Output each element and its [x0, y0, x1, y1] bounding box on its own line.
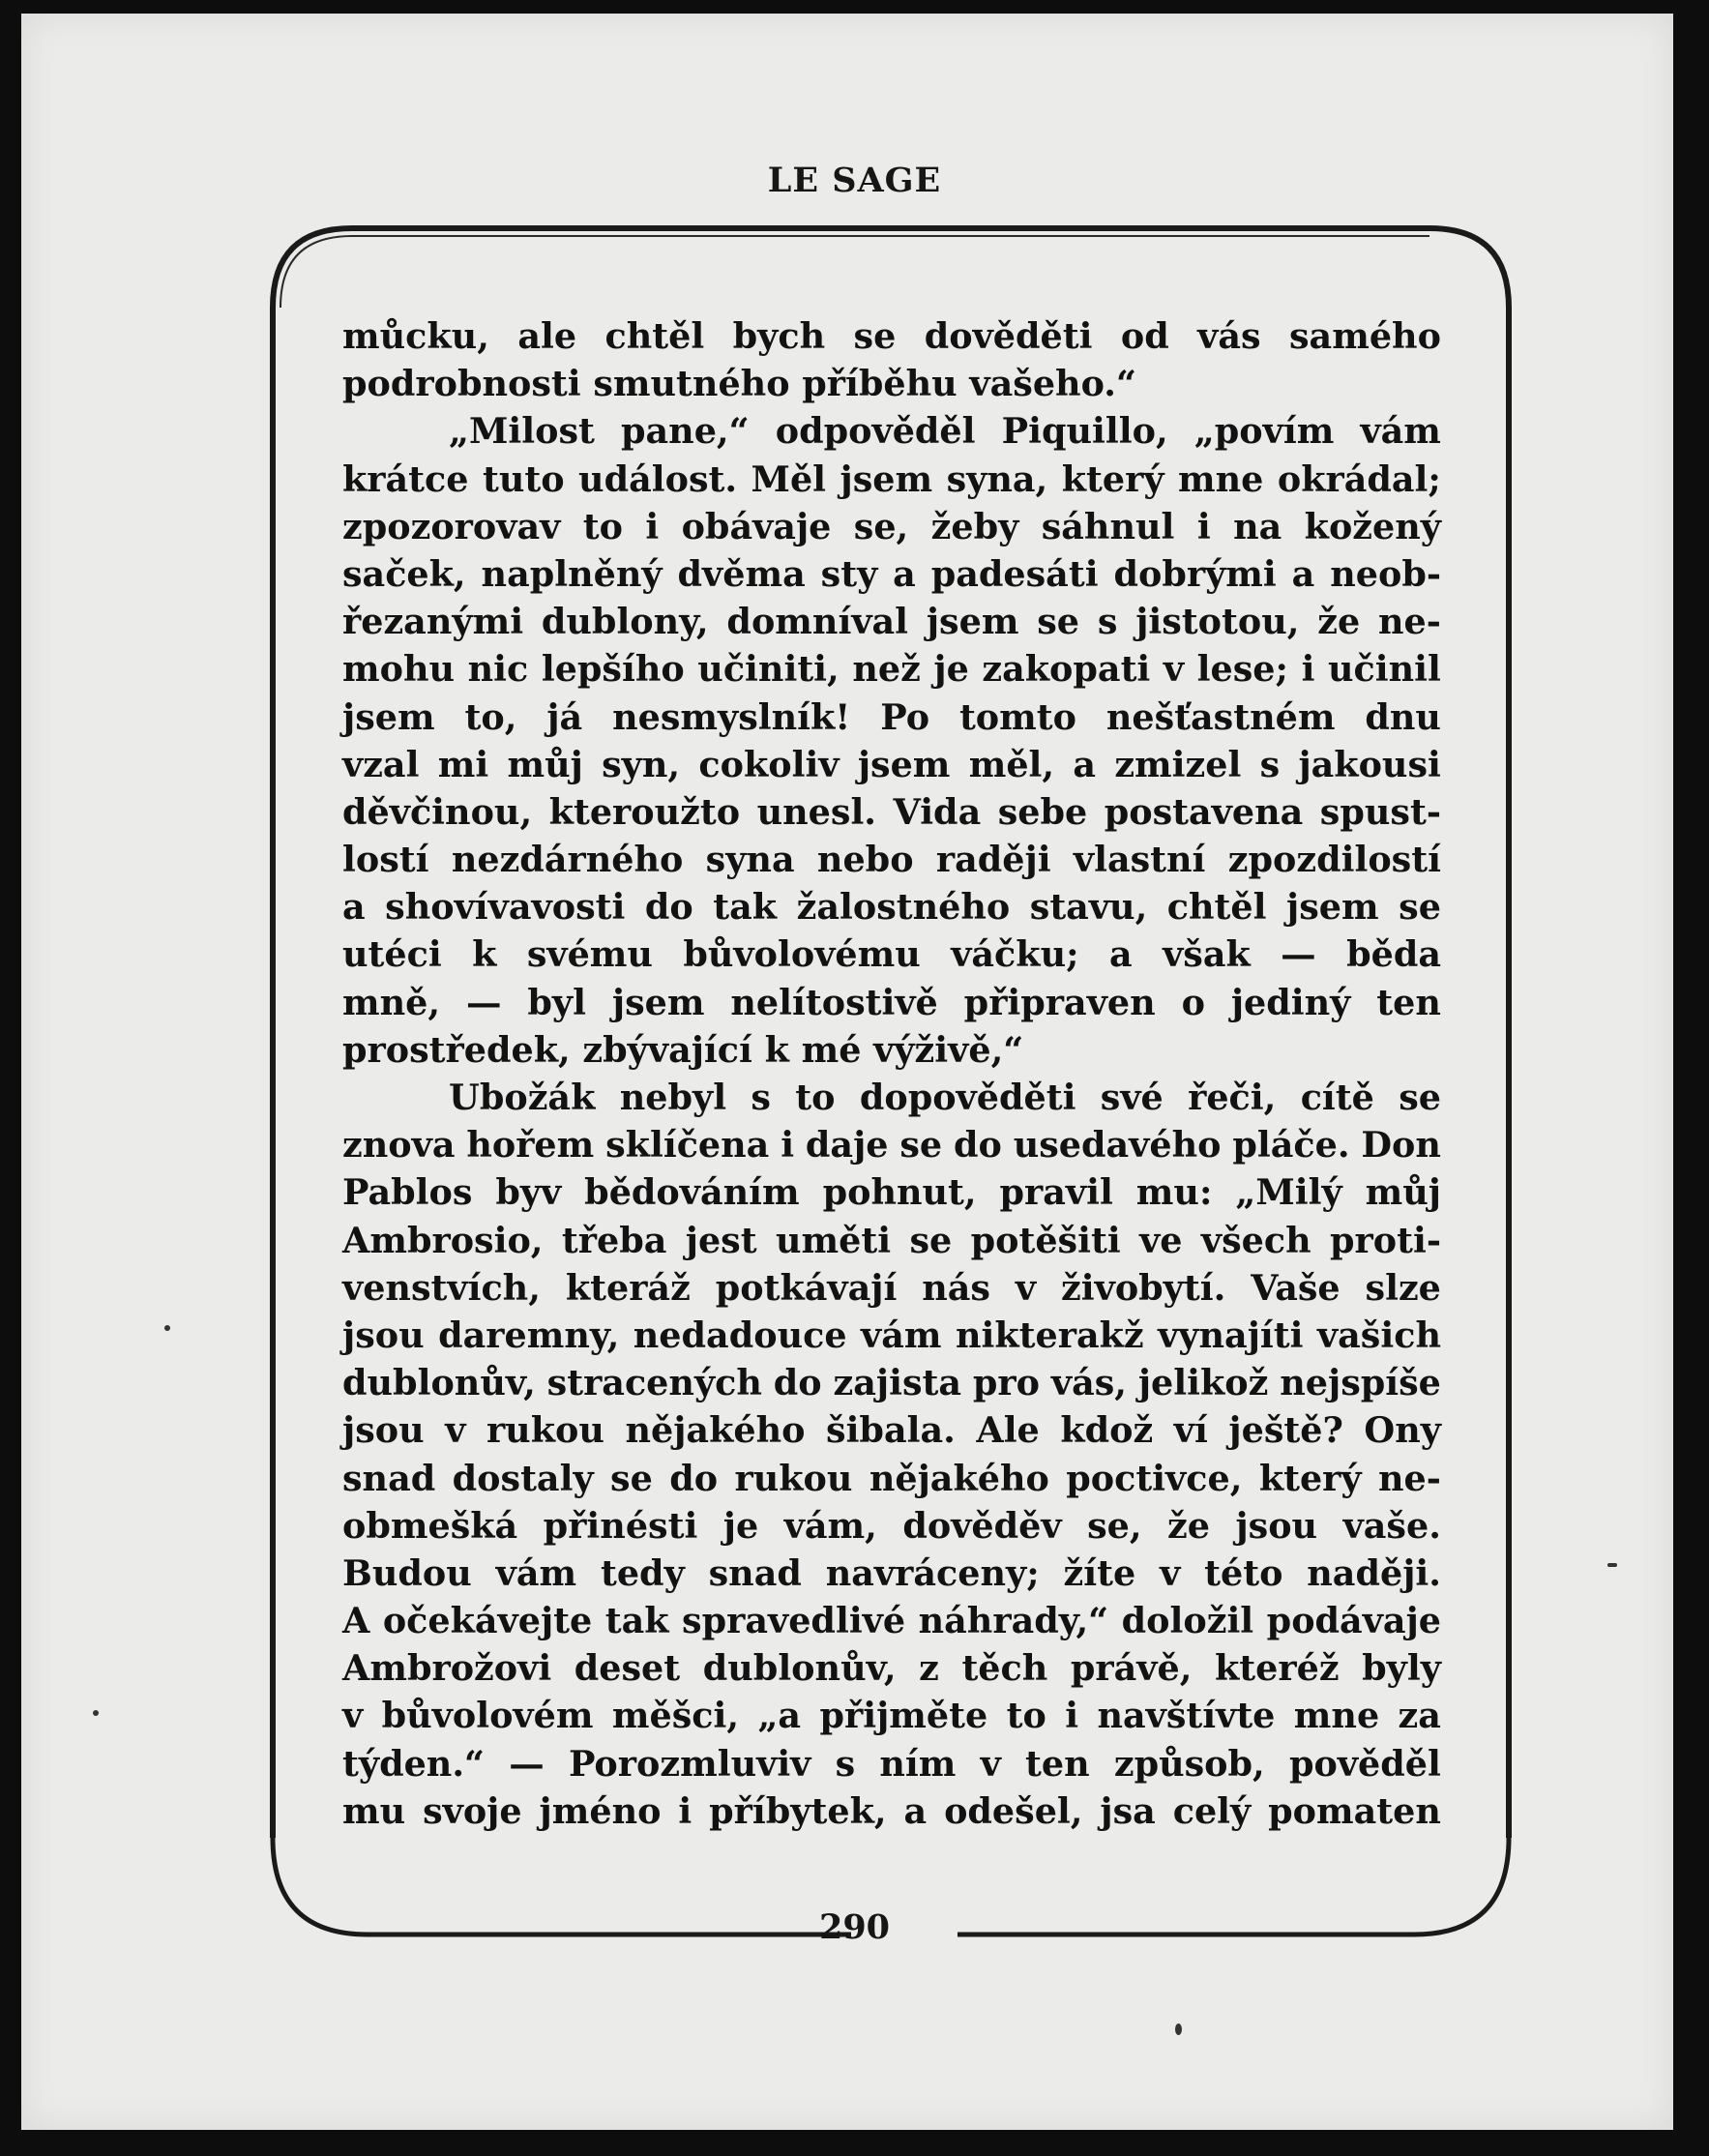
text-line: Ambrožovi deset dublonův, z těch právě, kteréž byly — [342, 1647, 1441, 1690]
text-line: krátce tuto událost. Měl jsem syna, který mne okrádal; — [342, 458, 1441, 500]
text-line: řezanými dublony, domníval jsem se s jistotou, že ne- — [342, 601, 1441, 643]
text-line: týden.“ — Porozmluviv s ním v ten způsob, pověděl — [342, 1742, 1441, 1785]
speck — [93, 1710, 99, 1716]
text-line: utéci k svému bůvolovému váčku; a však — běda — [342, 933, 1441, 976]
text-line: dublonův, stracených do zajista pro vás, jelikož nejspíše — [342, 1362, 1441, 1404]
text-line: Ambrosio, třeba jest uměti se potěšiti ve všech proti- — [342, 1219, 1441, 1261]
text-line: saček, naplněný dvěma sty a padesáti dobrými a neob- — [342, 552, 1441, 595]
text-line: Pablos byv bědováním pohnut, pravil mu: „Milý můj — [342, 1171, 1441, 1214]
text-line: Budou vám tedy snad navráceny; žíte v této naději. — [342, 1551, 1441, 1594]
text-line: podrobnosti smutného příběhu vašeho.“ — [342, 363, 1136, 405]
running-head: LE SAGE — [767, 161, 942, 200]
text-line: děvčinou, kteroužto unesl. Vida sebe postavena spust- — [342, 790, 1441, 833]
text-line: jsou daremny, nedadouce vám nikterakž vynajíti vašich — [342, 1314, 1441, 1356]
text-line: „Milost pane,“ odpověděl Piquillo, „povím vám — [449, 410, 1441, 453]
text-line: mu svoje jméno i příbytek, a odešel, jsa celý pomaten — [342, 1789, 1441, 1832]
page-number: 290 — [818, 1907, 891, 1947]
text-line: prostředek, zbývající k mé výživě,“ — [342, 1028, 1024, 1071]
text-line: Ubožák nebyl s to dopověděti své řeči, cítě se — [449, 1077, 1441, 1118]
body-text — [342, 312, 1441, 1841]
speck — [1175, 2023, 1182, 2035]
text-line: vzal mi můj syn, cokoliv jsem měl, a zmizel s jakousi — [342, 743, 1441, 785]
text-line: v bůvolovém měšci, „a přijměte to i navštívte mne za — [342, 1695, 1441, 1737]
text-line: a shovívavosti do tak žalostného stavu, chtěl jsem se — [342, 886, 1441, 929]
text-line: jsou v rukou nějakého šibala. Ale kdož ví ještě? Ony — [342, 1409, 1441, 1452]
text-line: obmešká přinésti je vám, dověděv se, že jsou vaše. — [342, 1504, 1441, 1547]
text-line: venstvích, kteráž potkávají nás v živobytí. Vaše slze — [342, 1266, 1441, 1309]
speck — [164, 1325, 170, 1331]
text-line: lostí nezdárného syna nebo raději vlastní zpozdilostí — [342, 839, 1441, 881]
text-line: zpozorovav to i obávaje se, žeby sáhnul i na kožený — [342, 505, 1441, 547]
text-line: mohu nic lepšího učiniti, než je zakopati v lese; i učinil — [342, 648, 1441, 691]
text-line: snad dostaly se do rukou nějakého poctivce, který ne- — [342, 1457, 1441, 1499]
text-line: jsem to, já nesmyslník! Po tomto nešťastném dnu — [342, 695, 1441, 738]
text-line: mně, — byl jsem nelítostivě připraven o jediný ten — [342, 981, 1441, 1023]
text-line: můcku, ale chtěl bych se dověděti od vás samého — [342, 315, 1441, 357]
text-line: A očekávejte tak spravedlivé náhrady,“ doložil podávaje — [342, 1600, 1441, 1642]
text-line: znova hořem sklíčena i daje se do usedavého pláče. Don — [342, 1124, 1441, 1167]
speck — [1607, 1563, 1617, 1567]
